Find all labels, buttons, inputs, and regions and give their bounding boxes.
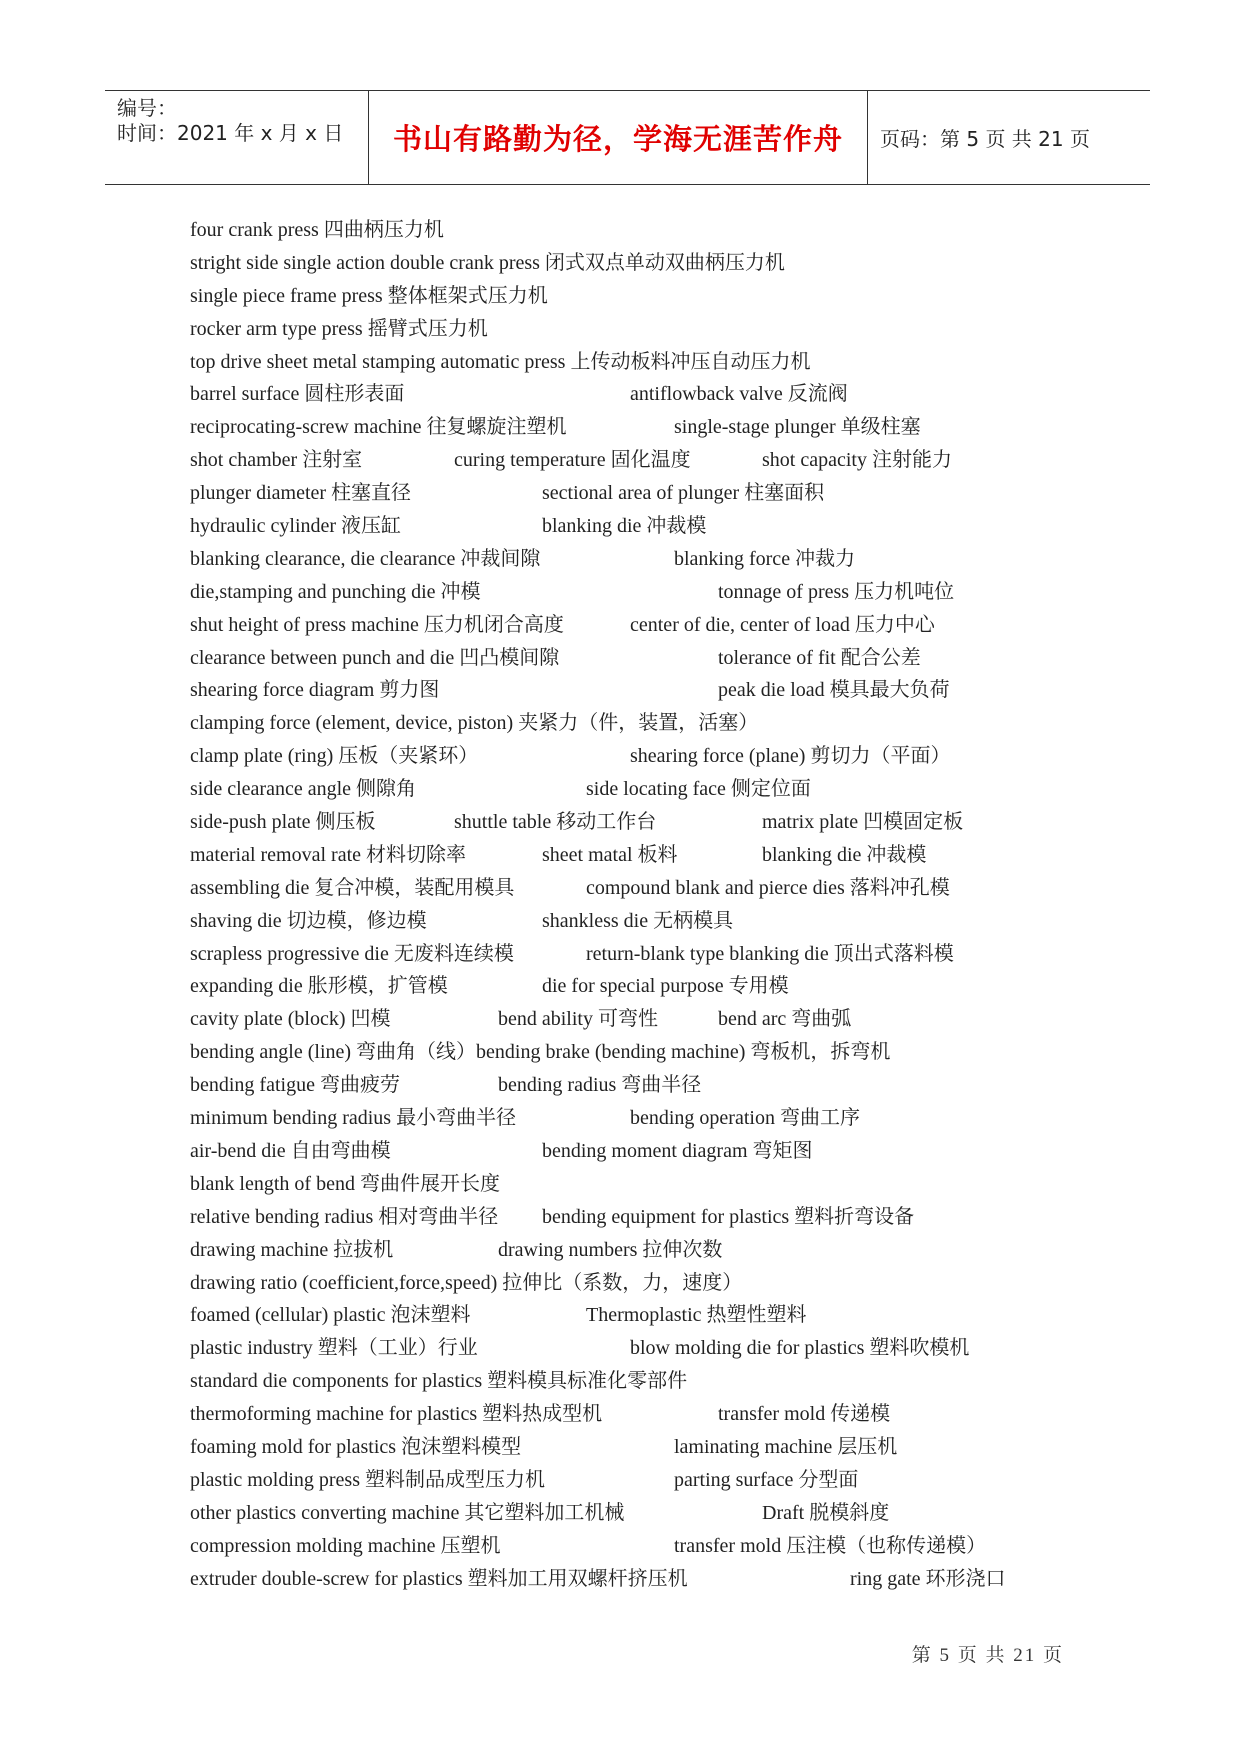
glossary-entry: clearance between punch and die 凹凸模间隙 <box>190 646 560 669</box>
glossary-entry: blow molding die for plastics 塑料吹模机 <box>630 1337 970 1360</box>
glossary-entry: shearing force (plane) 剪切力（平面） <box>630 745 951 768</box>
glossary-entry: peak die load 模具最大负荷 <box>718 679 950 702</box>
glossary-entry: scrapless progressive die 无废料连续模 <box>190 942 514 965</box>
glossary-row <box>190 1069 1090 1102</box>
glossary-entry: center of die, center of load 压力中心 <box>630 613 935 636</box>
glossary-row <box>190 1299 1090 1332</box>
glossary-entry: four crank press 四曲柄压力机 <box>190 219 444 241</box>
glossary-row <box>190 1365 1090 1398</box>
glossary-entry: other plastics converting machine 其它塑料加工机械 <box>190 1501 625 1524</box>
glossary-entry: shot capacity 注射能力 <box>762 449 952 472</box>
glossary-entry: bending radius 弯曲半径 <box>498 1074 702 1097</box>
glossary-row <box>190 1234 1090 1267</box>
glossary-entry: reciprocating-screw machine 往复螺旋注塑机 <box>190 416 567 439</box>
glossary-row <box>190 378 1090 411</box>
document-time-label: 时间：2021 年 x 月 x 日 <box>117 121 344 145</box>
glossary-entry: bending equipment for plastics 塑料折弯设备 <box>542 1205 915 1228</box>
glossary-entry: bend arc 弯曲弧 <box>718 1008 852 1031</box>
glossary-row <box>190 1332 1090 1365</box>
glossary-entry: shut height of press machine 压力机闭合高度 <box>190 613 564 636</box>
glossary-row <box>190 346 1090 379</box>
glossary-entry: shot chamber 注射室 <box>190 449 363 472</box>
glossary-row <box>190 642 1090 675</box>
glossary-entry: single piece frame press 整体框架式压力机 <box>190 284 548 307</box>
glossary-row <box>190 1530 1090 1563</box>
glossary-entry: shankless die 无柄模具 <box>542 909 734 932</box>
glossary-entry: shaving die 切边模，修边模 <box>190 909 427 932</box>
glossary-entry: foaming mold for plastics 泡沫塑料模型 <box>190 1435 522 1458</box>
glossary-row <box>190 1168 1090 1201</box>
header-motto: 书山有路勤为径，学海无涯苦作舟 <box>369 91 868 184</box>
glossary-entry: blanking die 冲裁模 <box>762 843 927 866</box>
glossary-entry: extruder double-screw for plastics 塑料加工用双螺杆挤压机 <box>190 1567 688 1590</box>
glossary-row <box>190 313 1090 346</box>
glossary-entry: blanking clearance, die clearance 冲裁间隙 <box>190 547 541 570</box>
glossary-entry: side locating face 侧定位面 <box>586 778 811 801</box>
glossary-entry: drawing ratio (coefficient,force,speed) 拉伸比（系数，力，速度） <box>190 1271 743 1294</box>
page-header <box>105 90 1150 185</box>
glossary-entry: drawing machine 拉拔机 <box>190 1238 394 1261</box>
glossary-row <box>190 674 1090 707</box>
glossary-entry: tonnage of press 压力机吨位 <box>718 580 955 603</box>
glossary-row <box>190 411 1090 444</box>
glossary-row <box>190 938 1090 971</box>
glossary-row <box>190 872 1090 905</box>
glossary-entry: transfer mold 传递模 <box>718 1403 891 1426</box>
glossary-entry: stright side single action double crank press 闭式双点单动双曲柄压力机 <box>190 251 785 274</box>
glossary-row <box>190 1267 1090 1300</box>
page-footer: 第 5 页 共 21 页 <box>911 1645 1064 1666</box>
glossary-entry: clamping force (element, device, piston) 夹紧力（件，装置，活塞） <box>190 712 759 735</box>
glossary-entry: clamp plate (ring) 压板（夹紧环） <box>190 745 479 768</box>
glossary-row <box>190 543 1090 576</box>
glossary-entry: sheet matal 板料 <box>542 843 678 866</box>
glossary-list <box>190 214 1090 1595</box>
glossary-row <box>190 444 1090 477</box>
glossary-entry: bending operation 弯曲工序 <box>630 1107 860 1130</box>
glossary-entry: relative bending radius 相对弯曲半径 <box>190 1205 499 1228</box>
glossary-entry: plunger diameter 柱塞直径 <box>190 482 412 505</box>
header-meta <box>105 91 369 184</box>
glossary-row <box>190 1563 1090 1596</box>
glossary-row <box>190 1431 1090 1464</box>
glossary-row <box>190 1497 1090 1530</box>
glossary-row <box>190 970 1090 1003</box>
glossary-row <box>190 806 1090 839</box>
glossary-entry: sectional area of plunger 柱塞面积 <box>542 482 825 505</box>
glossary-entry: bending moment diagram 弯矩图 <box>542 1139 813 1162</box>
glossary-entry: die for special purpose 专用模 <box>542 975 789 998</box>
glossary-entry: parting surface 分型面 <box>674 1468 859 1491</box>
glossary-entry: top drive sheet metal stamping automatic press 上传动板料冲压自动压力机 <box>190 350 811 373</box>
glossary-entry: single-stage plunger 单级柱塞 <box>674 416 921 439</box>
glossary-entry: rocker arm type press 摇臂式压力机 <box>190 317 488 340</box>
glossary-row <box>190 576 1090 609</box>
glossary-entry: shearing force diagram 剪力图 <box>190 679 440 702</box>
glossary-entry: antiflowback valve 反流阀 <box>630 383 848 406</box>
glossary-entry: side-push plate 侧压板 <box>190 811 376 834</box>
glossary-entry: matrix plate 凹模固定板 <box>762 811 964 834</box>
glossary-row <box>190 1036 1090 1069</box>
glossary-row <box>190 740 1090 773</box>
glossary-entry: blanking force 冲裁力 <box>674 547 856 570</box>
glossary-entry: bending fatigue 弯曲疲劳 <box>190 1074 400 1097</box>
glossary-row <box>190 1102 1090 1135</box>
glossary-row <box>190 247 1090 280</box>
glossary-row <box>190 905 1090 938</box>
glossary-row <box>190 477 1090 510</box>
glossary-entry: bending angle (line) 弯曲角（线）bending brake (bending machine) 弯板机，拆弯机 <box>190 1041 891 1064</box>
glossary-entry: drawing numbers 拉伸次数 <box>498 1238 723 1261</box>
glossary-entry: assembling die 复合冲模，装配用模具 <box>190 876 515 899</box>
glossary-entry: die,stamping and punching die 冲模 <box>190 580 481 603</box>
glossary-entry: Thermoplastic 热塑性塑料 <box>586 1304 807 1327</box>
glossary-row <box>190 1135 1090 1168</box>
glossary-entry: blanking die 冲裁模 <box>542 515 707 538</box>
glossary-entry: blank length of bend 弯曲件展开长度 <box>190 1172 500 1195</box>
glossary-entry: curing temperature 固化温度 <box>454 449 691 472</box>
glossary-row <box>190 839 1090 872</box>
document-number-label: 编号： <box>117 96 177 120</box>
glossary-entry: bend ability 可弯性 <box>498 1008 658 1031</box>
glossary-row <box>190 1398 1090 1431</box>
glossary-entry: return-blank type blanking die 顶出式落料模 <box>586 942 954 965</box>
glossary-entry: barrel surface 圆柱形表面 <box>190 383 405 406</box>
glossary-entry: laminating machine 层压机 <box>674 1435 898 1458</box>
glossary-entry: expanding die 胀形模，扩管模 <box>190 975 448 998</box>
glossary-entry: compound blank and pierce dies 落料冲孔模 <box>586 876 950 899</box>
glossary-entry: Draft 脱模斜度 <box>762 1501 890 1524</box>
glossary-entry: thermoforming machine for plastics 塑料热成型机 <box>190 1403 603 1426</box>
glossary-entry: transfer mold 压注模（也称传递模） <box>674 1534 987 1557</box>
glossary-entry: plastic molding press 塑料制品成型压力机 <box>190 1468 545 1491</box>
glossary-entry: material removal rate 材料切除率 <box>190 843 467 866</box>
glossary-row <box>190 773 1090 806</box>
glossary-entry: shuttle table 移动工作台 <box>454 811 657 834</box>
glossary-row <box>190 510 1090 543</box>
glossary-entry: standard die components for plastics 塑料模具标准化零部件 <box>190 1370 688 1393</box>
glossary-entry: compression molding machine 压塑机 <box>190 1534 501 1557</box>
glossary-entry: minimum bending radius 最小弯曲半径 <box>190 1107 517 1130</box>
glossary-row <box>190 1003 1090 1036</box>
glossary-row <box>190 1201 1090 1234</box>
glossary-entry: side clearance angle 侧隙角 <box>190 778 417 801</box>
glossary-row <box>190 280 1090 313</box>
glossary-row <box>190 1464 1090 1497</box>
glossary-entry: ring gate 环形浇口 <box>850 1567 1006 1590</box>
glossary-entry: foamed (cellular) plastic 泡沫塑料 <box>190 1304 471 1327</box>
glossary-entry: air-bend die 自由弯曲模 <box>190 1139 391 1162</box>
glossary-entry: tolerance of fit 配合公差 <box>718 646 921 669</box>
header-page-info: 页码：第 5 页 共 21 页 <box>880 127 1090 151</box>
glossary-entry: plastic industry 塑料（工业）行业 <box>190 1337 478 1360</box>
glossary-row <box>190 707 1090 740</box>
glossary-entry: cavity plate (block) 凹模 <box>190 1008 391 1031</box>
glossary-entry: hydraulic cylinder 液压缸 <box>190 515 402 538</box>
glossary-row <box>190 609 1090 642</box>
glossary-row <box>190 214 1090 247</box>
